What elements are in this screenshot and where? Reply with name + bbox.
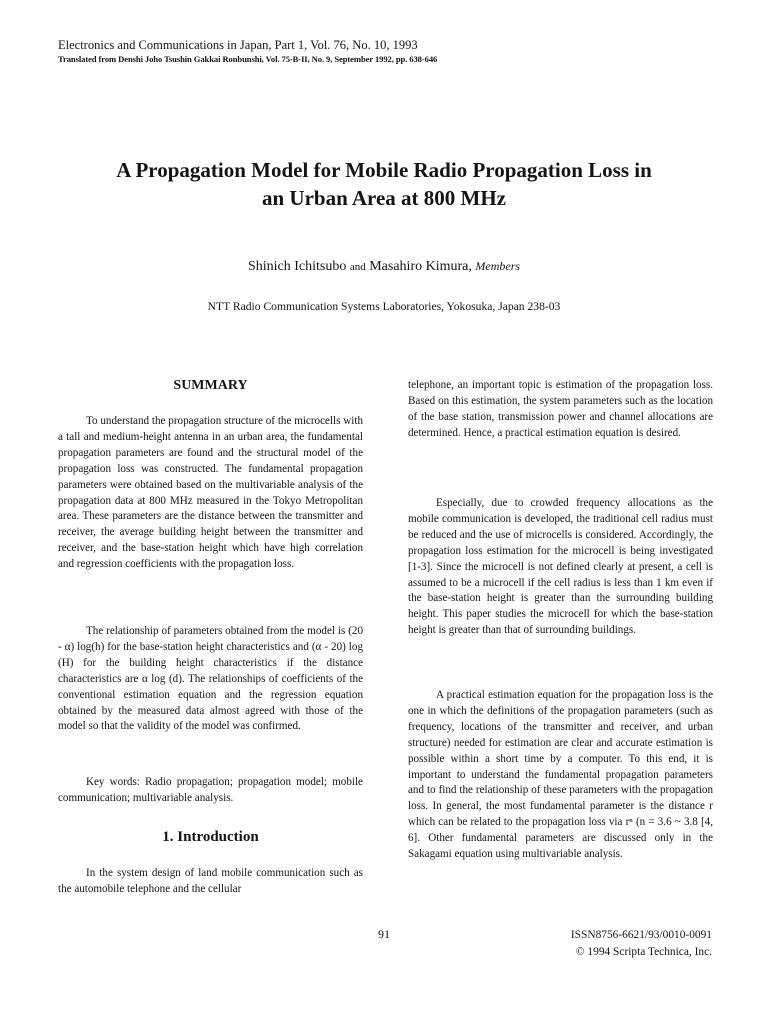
summary-text-2: The relationship of parameters obtained from the model is (20 - α) log(h) for the base-station height characteristics and (α - 20) log (H) for the building height characteristics if the distance characteristics are α log (d). The relationships of coefficients of the conventional estimation equation and the regression equation obtained by the measured data almost agreed with those of the model so that the validity of the model was confirmed.: [58, 625, 363, 733]
introduction-heading: 1. Introduction: [162, 829, 259, 845]
summary-paragraph-2: [58, 624, 363, 735]
issn: ISSN8756-6621/93/0010-0091: [570, 929, 712, 941]
intro-paragraph-2: [408, 496, 713, 639]
journal-citation: Electronics and Communications in Japan, Part 1, Vol. 76, No. 10, 1993: [58, 38, 418, 52]
authors: [60, 259, 708, 275]
title-line-2: an Urban Area at 800 MHz: [261, 186, 506, 210]
intro-text-3: A practical estimation equation for the propagation loss is the one in which the definitions of the propagation parameters (such as frequency, locations of the transmitter and receiver, and urban structure) needed for estimation are clear and accurate estimation is possible within a short time by a computer. To this end, it is important to understand the fundamental propagation parameters and to find the relationship of these parameters with the propagation loss. In general, the most fundamental parameter is the distance r which can be related to the propagation loss via rⁿ (n = 3.6 ~ 3.8 [4, 6]. Other fundamental parameters are discussed only in the Sakagami equation using multivariable analysis.: [408, 689, 713, 861]
keywords-text: Radio propagation; propagation model; mobile communication; multivariable analysis.: [58, 776, 363, 804]
author-role: Members: [475, 259, 521, 273]
title-line-1: A Propagation Model for Mobile Radio Propagation Loss in: [116, 158, 652, 182]
keywords: [58, 775, 363, 807]
intro-paragraph-1: [58, 866, 363, 898]
translation-note: Translated from Denshi Joho Tsushin Gakkai Ronbunshi, Vol. 75-B-II, No. 9, September 1992, pp. 638-646: [58, 54, 438, 64]
publication-info: [540, 927, 712, 961]
author-conjunction: and: [349, 261, 366, 273]
summary-paragraph-1: [58, 414, 363, 573]
summary-heading: SUMMARY: [173, 378, 248, 393]
intro-text-2: Especially, due to crowded frequency allocations as the mobile communication is developed, the traditional cell radius must be reduced and the use of microcells is considered. Accordingly, the propagation loss estimation for the microcell is being investigated [1-3]. Since the microcell is not defined clearly at present, a cell is assumed to be a microcell if the cell radius is less than 1 km even if the base-station height is greater than the surrounding building height. This paper studies the microcell for which the base-station height is greater than that of surrounding buildings.: [408, 497, 713, 637]
intro-paragraph-1-continued: [408, 378, 713, 442]
intro-paragraph-3: [408, 688, 713, 863]
author-1: Shinich Ichitsubo: [247, 259, 347, 274]
intro-text-1-continued: telephone, an important topic is estimation of the propagation loss. Based on this estimation, the system parameters such as the location of the base station, transmission power and channel allocations are determined. Hence, a practical estimation equation is desired.: [408, 379, 713, 439]
copyright: © 1994 Scripta Technica, Inc.: [575, 946, 712, 958]
keywords-label: Key words:: [86, 776, 140, 788]
paper-title: [60, 156, 708, 212]
intro-text-1: In the system design of land mobile communication such as the automobile telephone and the cellular: [58, 867, 363, 895]
summary-text-1: To understand the propagation structure of the microcells with a tall and medium-height antenna in an urban area, the fundamental propagation parameters are found and the structural model of the propagation loss was constructed. The fundamental propagation parameters were obtained based on the multivariable analysis of the propagation data at 800 MHz measured in the Tokyo Metropolitan area. These parameters are the distance between the transmitter and receiver, the average building height between the transmitter and receiver, and the base-station height which have high correlation and regression coefficients with the propagation loss.: [58, 415, 363, 571]
affiliation: NTT Radio Communication Systems Laboratories, Yokosuka, Japan 238-03: [207, 300, 561, 313]
author-2: Masahiro Kimura,: [369, 259, 472, 274]
page-number: 91: [378, 927, 390, 941]
